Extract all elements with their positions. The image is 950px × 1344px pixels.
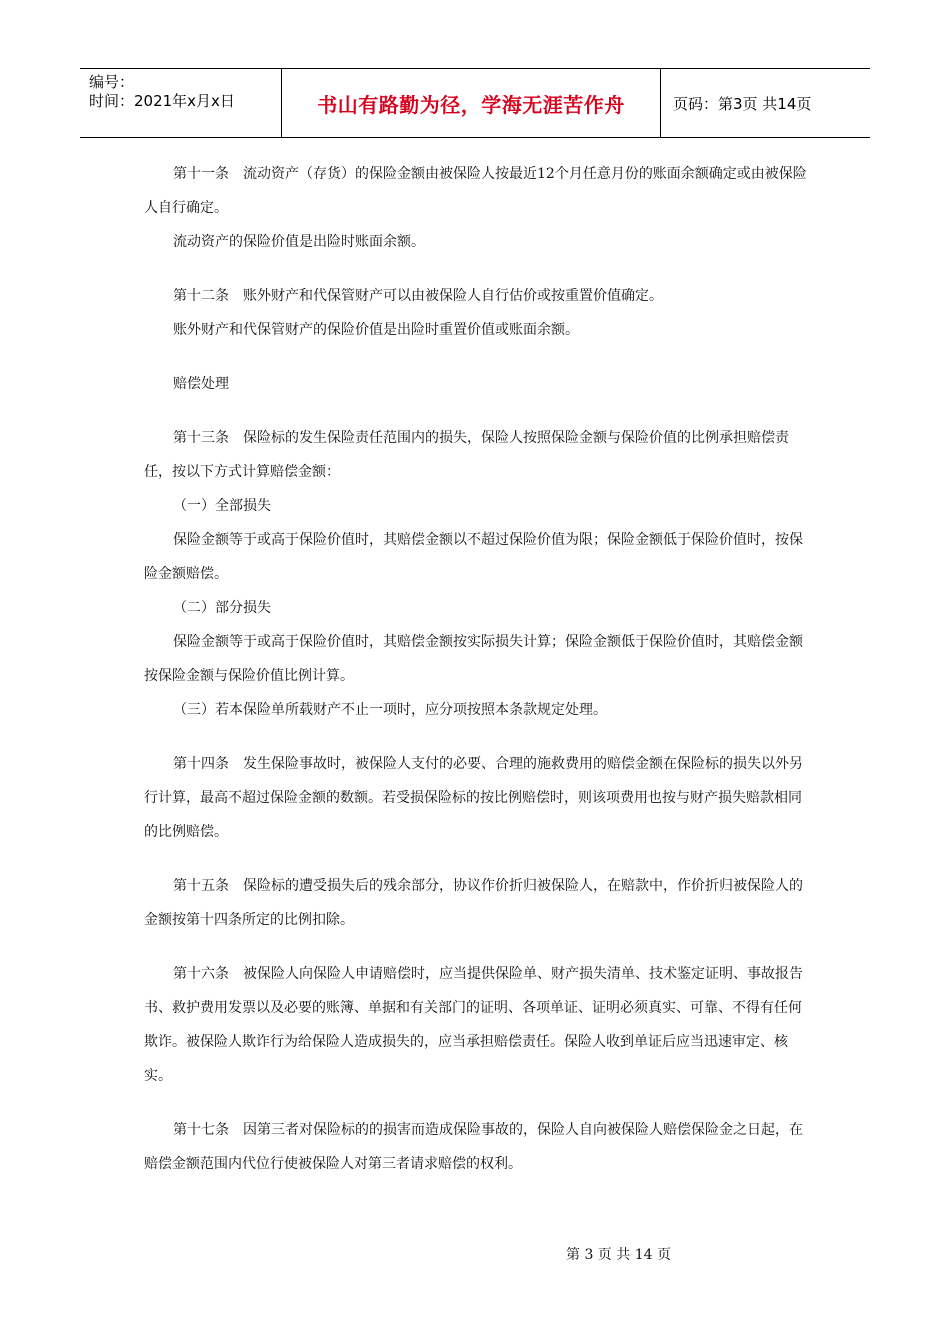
article-13: 第十三条 保险标的发生保险责任范围内的损失，保险人按照保险金额与保险价值的比例承担赔偿责任，按以下方式计算赔偿金额： (144, 430, 789, 480)
section-heading: 赔偿处理 (173, 376, 229, 392)
article-13-item-1: （一）全部损失 (173, 498, 271, 514)
document-number-label: 编号： (89, 73, 135, 91)
article-13-item-2-text: 保险金额等于或高于保险价值时，其赔偿金额按实际损失计算；保险金额低于保险价值时，其赔偿金额按保险金额与保险价值比例计算。 (144, 634, 803, 684)
article-13-item-3: （三）若本保险单所载财产不止一项时，应分项按照本条款规定处理。 (173, 702, 607, 718)
article-12: 第十二条 账外财产和代保管财产可以由被保险人自行估价或按重置价值确定。 (173, 288, 663, 304)
article-13-item-1-text: 保险金额等于或高于保险价值时，其赔偿金额以不超过保险价值为限；保险金额低于保险价值时，按保险金额赔偿。 (144, 532, 803, 582)
page-header (80, 68, 870, 138)
article-17: 第十七条 因第三者对保险标的的损害而造成保险事故的，保险人自向被保险人赔偿保险金之日起，在赔偿金额范围内代位行使被保险人对第三者请求赔偿的权利。 (144, 1122, 803, 1172)
header-motto: 书山有路勤为径，学海无涯苦作舟 (282, 69, 661, 137)
document-time-label: 时间：2021年x月x日 (89, 92, 235, 110)
article-15: 第十五条 保险标的遭受损失后的残余部分，协议作价折归被保险人，在赔款中，作价折归被保险人的金额按第十四条所定的比例扣除。 (144, 878, 803, 928)
footer-page-number: 第 3 页 共 14 页 (566, 1247, 671, 1263)
page-footer (0, 1244, 950, 1264)
header-meta (80, 69, 282, 137)
article-11: 第十一条 流动资产（存货）的保险金额由被保险人按最近12个月任意月份的账面余额确定或由被保险人自行确定。 (144, 166, 807, 216)
article-11-value: 流动资产的保险价值是出险时账面余额。 (173, 234, 425, 250)
article-14: 第十四条 发生保险事故时，被保险人支付的必要、合理的施救费用的赔偿金额在保险标的损失以外另行计算，最高不超过保险金额的数额。若受损保险标的按比例赔偿时，则该项费用也按与财产损失赔款相同的比例赔偿。 (144, 756, 803, 840)
article-13-item-2: （二）部分损失 (173, 600, 271, 616)
article-12-value: 账外财产和代保管财产的保险价值是出险时重置价值或账面余额。 (173, 322, 579, 338)
header-page-info: 页码：第3页 共14页 (673, 94, 812, 113)
article-16: 第十六条 被保险人向保险人申请赔偿时，应当提供保险单、财产损失清单、技术鉴定证明、事故报告书、救护费用发票以及必要的账簿、单据和有关部门的证明、各项单证、证明必须真实、可靠、不得有任何欺诈。被保险人欺诈行为给保险人造成损失的，应当承担赔偿责任。保险人收到单证后应当迅速审定、核实。 (144, 966, 803, 1084)
document-body (144, 157, 810, 1181)
